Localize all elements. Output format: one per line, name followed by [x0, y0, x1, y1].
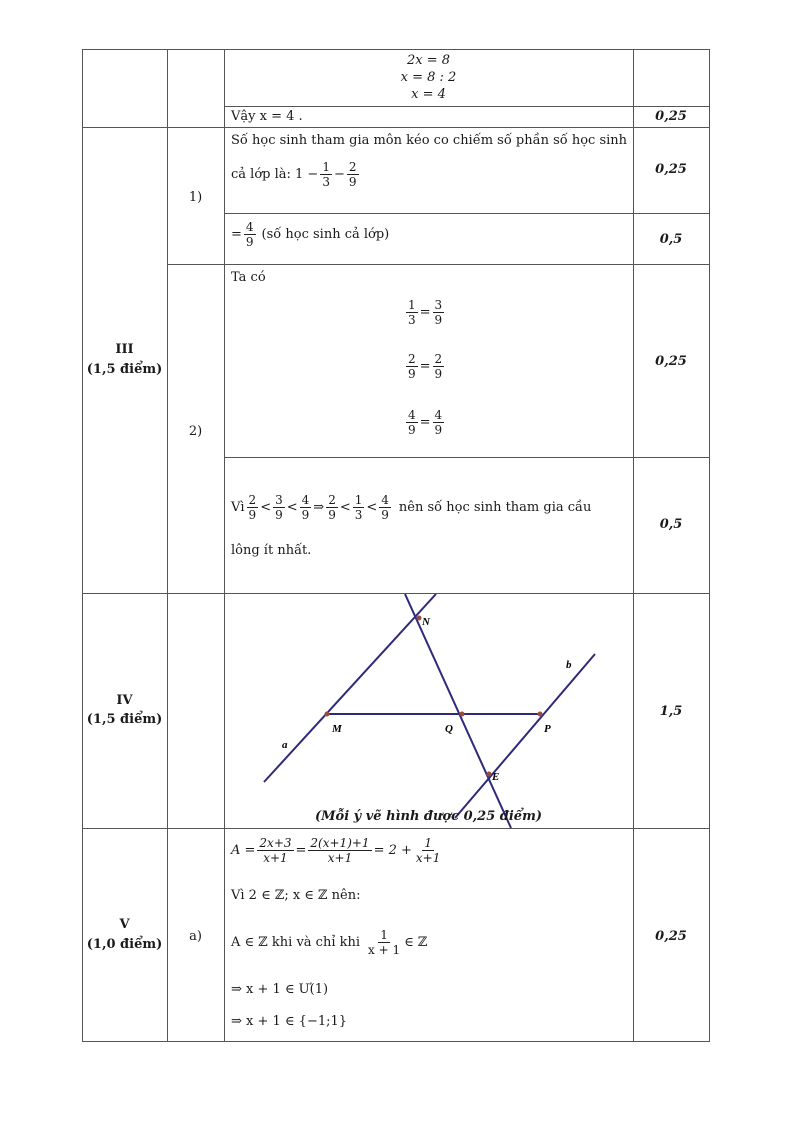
fraction [433, 408, 445, 437]
condition-suffix: ∈ ℤ [404, 934, 428, 950]
denominator: 9 [328, 508, 336, 522]
intro-text: Ta có [231, 270, 266, 285]
denominator: 9 [408, 367, 416, 381]
fraction-equality [404, 408, 446, 437]
minus-sign: − [333, 166, 345, 182]
point-e [487, 772, 492, 777]
row-divider [167, 264, 710, 265]
figure-caption: (Mỗi ý vẽ hình được 0,25 điểm) [315, 809, 542, 824]
table-border-right [709, 49, 710, 1042]
condition-expression [231, 928, 427, 957]
denominator: x+1 [263, 851, 288, 865]
denominator: 9 [248, 508, 257, 522]
denominator: x + 1 [368, 943, 401, 957]
fraction [406, 298, 418, 327]
score: 0,25 [655, 109, 687, 124]
numerator: 2(x+1)+1 [310, 836, 370, 850]
fraction [257, 836, 293, 865]
inequality-expression [231, 493, 591, 522]
section-label: IV [116, 693, 133, 708]
section-label: III [115, 342, 134, 357]
fraction [247, 493, 259, 522]
section-points: (1,5 điểm) [86, 362, 163, 377]
table-border-left [82, 49, 83, 1042]
score: 0,5 [659, 232, 683, 247]
numerator: 2 [434, 352, 443, 366]
col-divider [633, 49, 634, 1042]
fraction [244, 220, 256, 249]
section-points: (1,0 điểm) [86, 937, 163, 952]
numerator: 4 [408, 408, 416, 422]
fraction [406, 352, 418, 381]
numerator: 2 [408, 352, 416, 366]
point-q [460, 712, 465, 717]
line-a [264, 594, 436, 782]
fraction [366, 928, 402, 957]
fraction [308, 836, 371, 865]
less-than: < [260, 499, 272, 515]
part-label: 2) [188, 424, 203, 439]
table-border-top [82, 49, 710, 50]
result-expression [231, 220, 389, 249]
fraction [433, 352, 445, 381]
row-divider [82, 127, 710, 128]
part-label: a) [189, 929, 202, 944]
denominator: 9 [301, 508, 310, 522]
formula-lhs: A = [231, 842, 256, 858]
conclusion-text: nên số học sinh tham gia cầu [398, 499, 592, 515]
denominator: 9 [245, 235, 254, 249]
fraction [347, 160, 359, 189]
numerator: 3 [275, 493, 283, 507]
line-b [455, 654, 595, 818]
result-note: (số học sinh cả lớp) [261, 226, 390, 242]
label-a: a [282, 739, 288, 751]
implies-sign: ⇒ [313, 499, 325, 515]
numerator: 3 [434, 298, 443, 312]
point-n [417, 616, 422, 621]
because-word: Vì [231, 499, 245, 515]
label-e: E [492, 771, 500, 783]
denominator: 9 [408, 423, 416, 437]
score: 0,25 [655, 162, 687, 177]
expression-prefix: cả lớp là: 1 − [231, 166, 319, 182]
conclusion-text: lông ít nhất. [231, 543, 312, 558]
score: 0,25 [655, 929, 687, 944]
row-divider [224, 106, 710, 107]
numerator: 4 [301, 493, 310, 507]
denominator: 9 [348, 175, 357, 189]
equals-sign: = [231, 226, 242, 242]
numerator: 1 [408, 298, 416, 312]
less-than: < [366, 499, 378, 515]
denominator: 3 [354, 508, 363, 522]
label-b: b [566, 659, 572, 671]
row-divider [82, 828, 710, 829]
fraction [326, 493, 338, 522]
denominator: 9 [434, 313, 443, 327]
numerator: 1 [354, 493, 363, 507]
part-label: 1) [188, 190, 203, 205]
denominator: x+1 [327, 851, 353, 865]
label-n: N [422, 616, 430, 628]
conclusion-text: Vậy x = 4 . [231, 109, 303, 124]
fraction-equality [404, 352, 446, 381]
numerator: 4 [381, 493, 389, 507]
numerator: 4 [245, 220, 254, 234]
label-q: Q [445, 723, 453, 735]
denominator: 9 [275, 508, 283, 522]
score: 0,25 [655, 354, 687, 369]
section-label: V [119, 917, 130, 932]
label-p: P [544, 723, 551, 735]
label-m: M [332, 723, 342, 735]
fraction [273, 493, 285, 522]
numerator: 2x+3 [259, 836, 292, 850]
fraction-equality [404, 298, 446, 327]
equation-line: x = 4 [411, 87, 446, 102]
denominator: 9 [381, 508, 389, 522]
equals-sign: = [419, 304, 431, 320]
table-border-bottom [82, 1041, 710, 1042]
col-divider [224, 49, 225, 1042]
fraction [320, 160, 332, 189]
row-divider [224, 457, 710, 458]
numerator: 1 [380, 928, 388, 942]
less-than: < [339, 499, 351, 515]
point-p [538, 712, 543, 717]
point-m [325, 712, 330, 717]
geometry-figure [224, 594, 633, 828]
numerator: 2 [328, 493, 336, 507]
numerator: 2 [248, 493, 257, 507]
fraction [406, 408, 418, 437]
problem-text: Số học sinh tham gia môn kéo co chiếm số phần số học sinh [231, 133, 628, 148]
numerator: 2 [348, 160, 357, 174]
equation-line: 2x = 8 [406, 53, 451, 68]
denominator: 3 [322, 175, 330, 189]
equals-sign: = 2 + [373, 842, 412, 858]
fraction [300, 493, 312, 522]
fraction [353, 493, 365, 522]
line-nq [405, 594, 511, 828]
implication-line: ⇒ x + 1 ∈ Ư(1) [231, 982, 329, 997]
fraction [433, 298, 445, 327]
problem-expression [231, 160, 361, 189]
less-than: < [286, 499, 298, 515]
condition-prefix: A ∈ ℤ khi và chỉ khi [231, 934, 361, 950]
equation-line: x = 8 : 2 [400, 70, 457, 85]
fraction [414, 836, 442, 865]
section-points: (1,5 điểm) [86, 712, 163, 727]
numerator: 1 [322, 160, 330, 174]
denominator: 9 [434, 423, 443, 437]
numerator: 1 [424, 836, 432, 850]
implication-line: ⇒ x + 1 ∈ {−1;1} [231, 1014, 348, 1029]
formula-a [231, 836, 444, 865]
score: 0,5 [659, 517, 683, 532]
equals-sign: = [419, 358, 431, 374]
denominator: 3 [408, 313, 416, 327]
denominator: 9 [434, 367, 443, 381]
equals-sign: = [295, 842, 307, 858]
fraction [379, 493, 391, 522]
row-divider [224, 213, 710, 214]
denominator: x+1 [415, 851, 441, 865]
score: 1,5 [659, 704, 683, 719]
equals-sign: = [419, 414, 431, 430]
numerator: 4 [434, 408, 443, 422]
condition-text: Vì 2 ∈ ℤ; x ∈ ℤ nên: [231, 888, 361, 903]
